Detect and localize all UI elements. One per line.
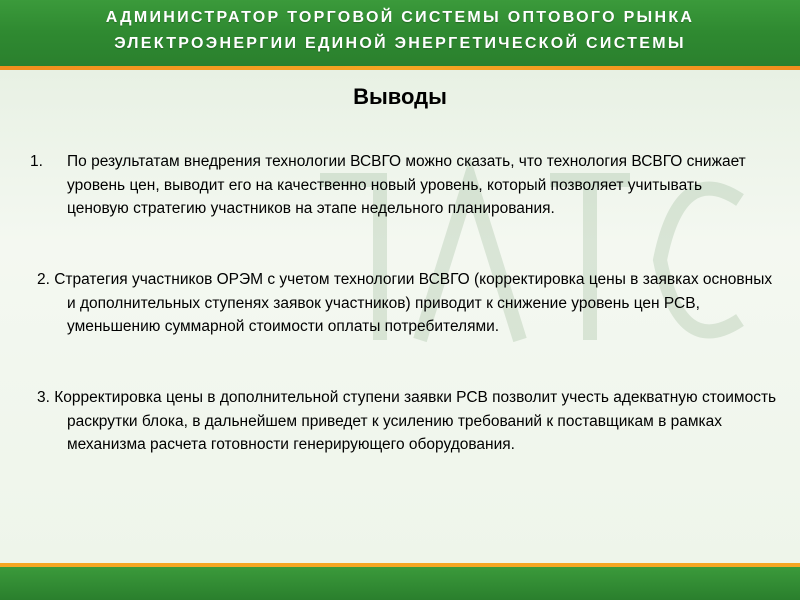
conclusion-item-1 bbox=[30, 150, 770, 221]
slide-title: Выводы bbox=[353, 84, 447, 109]
header-title-line-2: ЭЛЕКТРОЭНЕРГИИ ЕДИНОЙ ЭНЕРГЕТИЧЕСКОЙ СИСТЕМЫ bbox=[114, 35, 686, 52]
footer-banner bbox=[0, 567, 800, 600]
item-1-text: По результатам внедрения технологии ВСВГО можно сказать, что технология ВСВГО снижает уровень цен, выводит его на качественно новый уровень, который позволяет учитывать ценовую стратегию участников на этапе недельного планирования. bbox=[67, 153, 746, 217]
header-title-line-1: АДМИНИСТРАТОР ТОРГОВОЙ СИСТЕМЫ ОПТОВОГО РЫНКА bbox=[105, 9, 695, 26]
conclusion-item-2: 2. Стратегия участников ОРЭМ с учетом технологии ВСВГО (корректировка цены в заявках основных и дополнительных ступенях заявок участников) приводит к снижение уровень цен РСВ, уменьшению суммарной стоимости оплаты потребителями. bbox=[37, 271, 773, 335]
conclusion-item-3: 3. Корректировка цены в дополнительной ступени заявки РСВ позволит учесть адекватную стоимость раскрутки блока, в дальнейшем приведет к усилению требований к поставщикам в рамках механизма расчета готовности генерирующего оборудования. bbox=[37, 389, 777, 453]
item-1-number: 1. bbox=[30, 153, 43, 170]
header-banner bbox=[0, 0, 800, 70]
